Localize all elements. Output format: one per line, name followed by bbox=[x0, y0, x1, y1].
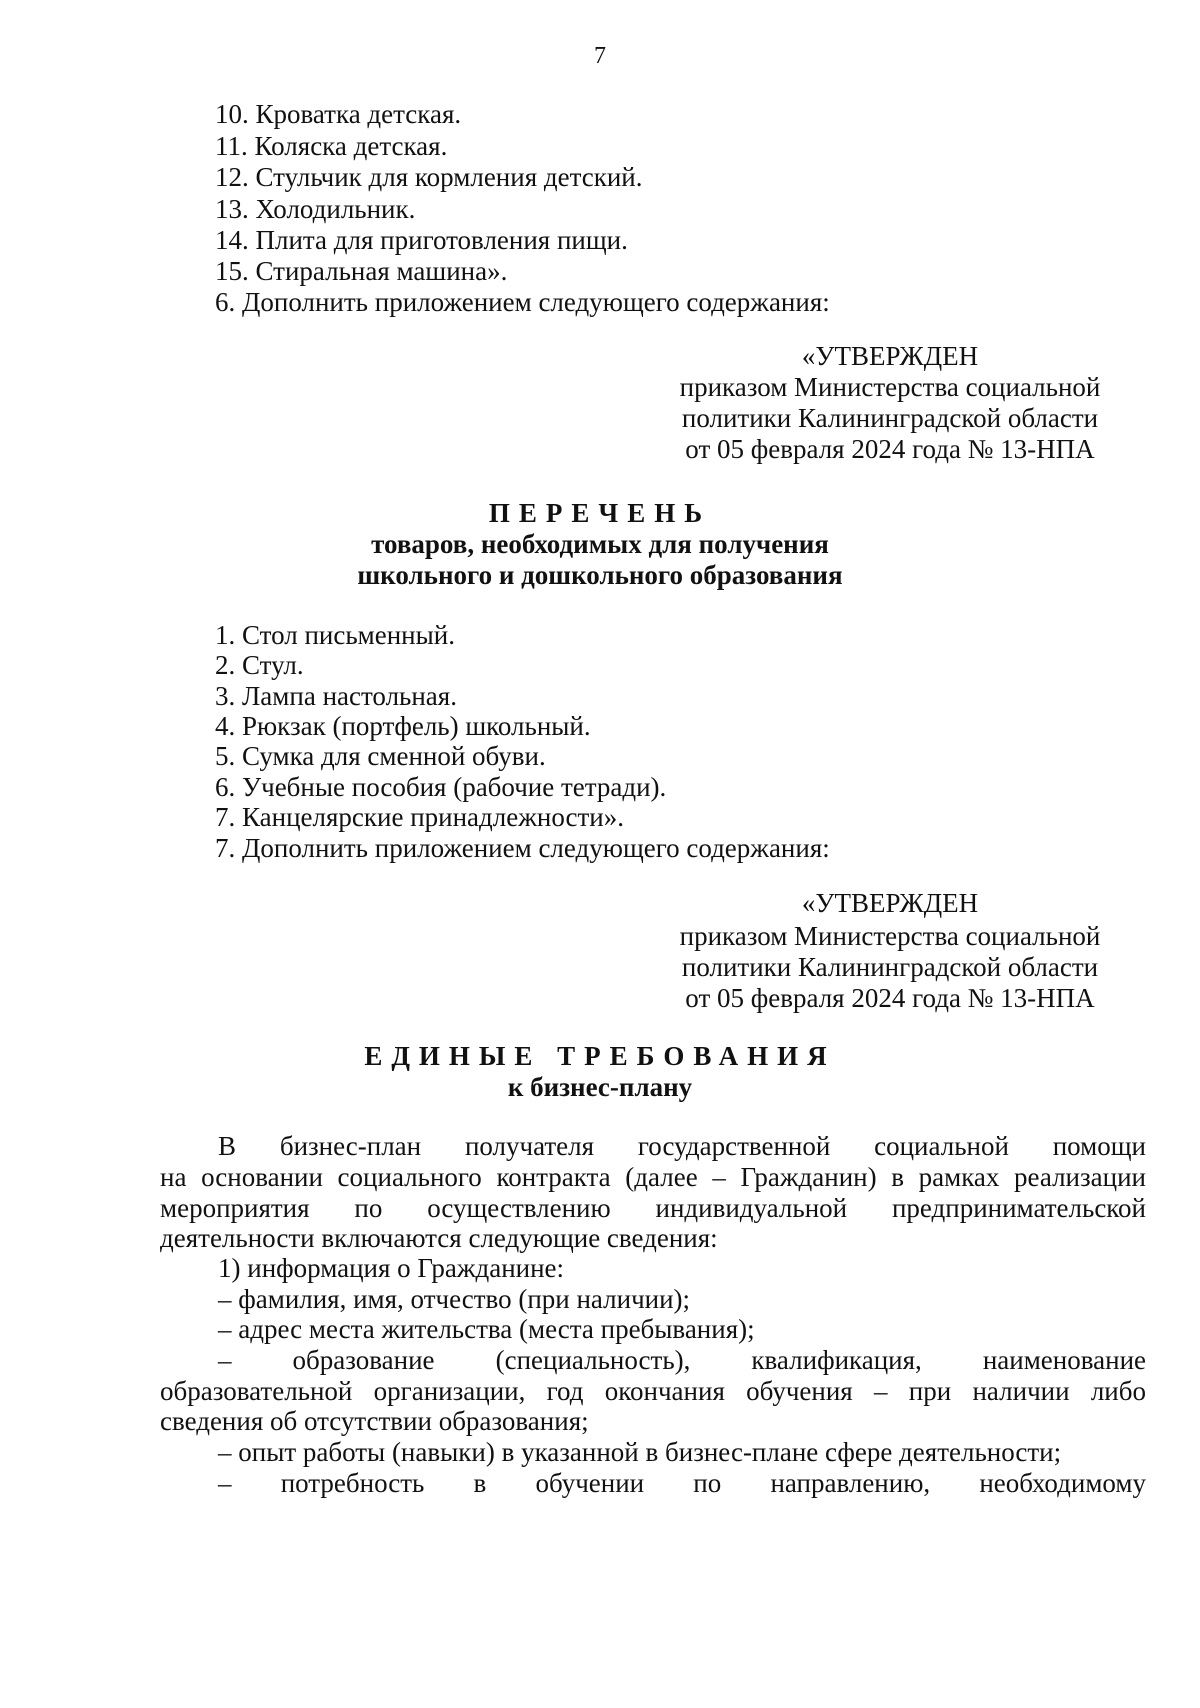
approval-title: «УТВЕРЖДЕН bbox=[801, 341, 979, 371]
approval-line: от 05 февраля 2024 года № 13-НПА bbox=[685, 434, 1095, 464]
paragraph-line: мероприятия по осуществлению индивидуальной предпринимательской bbox=[160, 1193, 1146, 1223]
list-item: 13. Холодильник. bbox=[215, 194, 416, 224]
list-item: 5. Сумка для сменной обуви. bbox=[215, 741, 546, 771]
paragraph-line: – образование (специальность), квалификация, наименование bbox=[218, 1345, 1146, 1375]
list-item: 4. Рюкзак (портфель) школьный. bbox=[215, 711, 591, 741]
heading-subtitle: к бизнес-плану bbox=[507, 1072, 693, 1102]
list-item: 3. Лампа настольная. bbox=[215, 681, 457, 711]
approval-line: политики Калининградской области bbox=[681, 403, 1099, 433]
list-item: 1) информация о Гражданине: bbox=[218, 1253, 565, 1283]
page-number: 7 bbox=[594, 43, 606, 69]
heading-subtitle: товаров, необходимых для получения bbox=[371, 529, 829, 559]
approval-title: «УТВЕРЖДЕН bbox=[801, 888, 979, 918]
heading-title: ЕДИНЫЕ ТРЕБОВАНИЯ bbox=[364, 1041, 836, 1071]
paragraph-line: на основании социального контракта (далее – Гражданин) в рамках реализации bbox=[160, 1162, 1146, 1192]
list-item: 7. Канцелярские принадлежности». bbox=[215, 802, 624, 832]
list-item: 10. Кроватка детская. bbox=[215, 99, 462, 129]
list-item: 11. Коляска детская. bbox=[215, 131, 448, 161]
approval-line: приказом Министерства социальной bbox=[679, 921, 1101, 951]
list-item: 15. Стиральная машина». bbox=[215, 256, 508, 286]
list-item: – адрес места жительства (места пребывания); bbox=[218, 1314, 755, 1344]
list-item: 12. Стульчик для кормления детский. bbox=[215, 162, 643, 192]
list-item: 6. Дополнить приложением следующего содержания: bbox=[215, 287, 830, 317]
list-item: 7. Дополнить приложением следующего содержания: bbox=[215, 833, 830, 863]
paragraph-line: сведения об отсутствии образования; bbox=[160, 1406, 589, 1436]
approval-line: от 05 февраля 2024 года № 13-НПА bbox=[685, 983, 1095, 1013]
list-item: 6. Учебные пособия (рабочие тетради). bbox=[215, 772, 667, 802]
approval-line: политики Калининградской области bbox=[681, 952, 1099, 982]
list-item: 1. Стол письменный. bbox=[215, 620, 455, 650]
heading-title: ПЕРЕЧЕНЬ bbox=[488, 498, 712, 528]
paragraph-line: В бизнес-план получателя государственной социальной помощи bbox=[218, 1131, 1146, 1161]
approval-line: приказом Министерства социальной bbox=[679, 372, 1101, 402]
list-item: – фамилия, имя, отчество (при наличии); bbox=[218, 1284, 691, 1314]
paragraph-line: – потребность в обучении по направлению, необходимому bbox=[218, 1468, 1146, 1498]
list-item: 2. Стул. bbox=[215, 650, 304, 680]
list-item: – опыт работы (навыки) в указанной в бизнес-плане сфере деятельности; bbox=[218, 1437, 1062, 1467]
paragraph-line: образовательной организации, год окончания обучения – при наличии либо bbox=[160, 1376, 1146, 1406]
list-item: 14. Плита для приготовления пищи. bbox=[215, 225, 628, 255]
paragraph-line: деятельности включаются следующие сведения: bbox=[160, 1223, 718, 1253]
heading-subtitle: школьного и дошкольного образования bbox=[357, 560, 843, 590]
